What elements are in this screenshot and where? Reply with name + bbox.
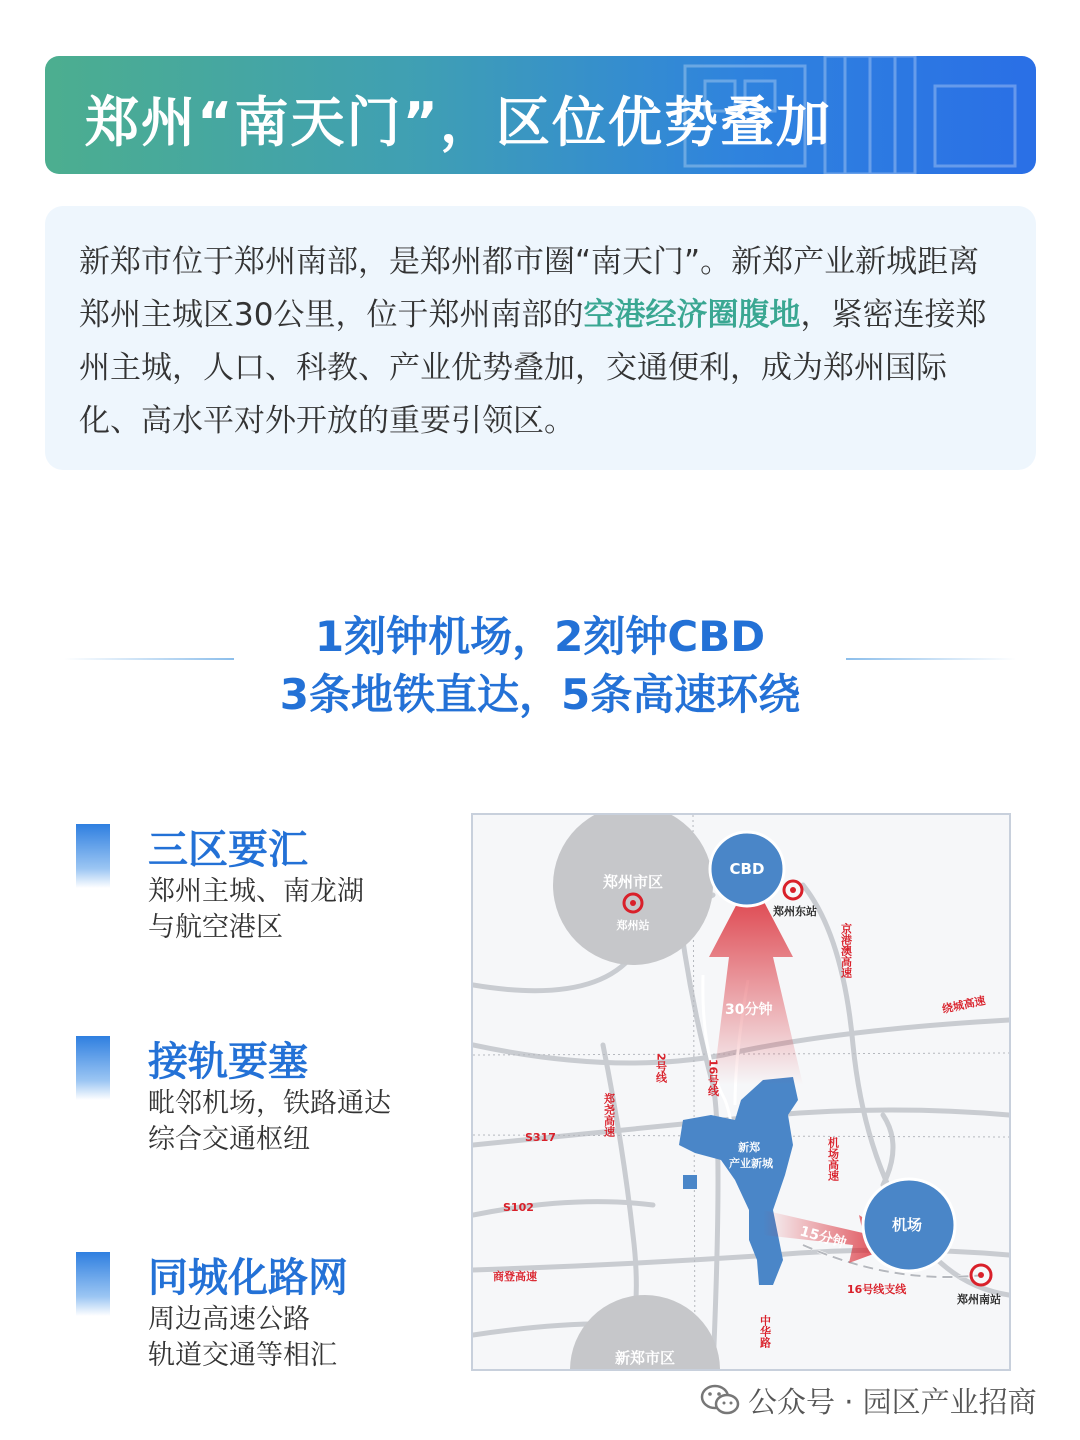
- label-raocheng-expressway: 绕城高速: [940, 994, 987, 1016]
- district-fragment: [683, 1175, 697, 1189]
- label-zhengzhou-south-station: 郑州南站: [957, 1293, 1001, 1306]
- feature-accent-bar: [76, 1252, 110, 1316]
- label-line: 产业新城: [729, 1157, 773, 1170]
- label-time-airport: 15分钟: [797, 1223, 848, 1252]
- railway-station-icon: [971, 1265, 991, 1285]
- label-line16-branch: 16号线支线: [847, 1283, 907, 1296]
- map-canvas: [473, 815, 1009, 1369]
- feature-line: 轨道交通等相汇: [148, 1340, 337, 1371]
- label-s317: S317: [525, 1131, 556, 1144]
- title-banner: [45, 56, 1036, 174]
- location-map: [471, 813, 1011, 1371]
- wechat-icon: [700, 1383, 740, 1417]
- watermark-text: 公众号 · 园区产业招商: [748, 1384, 1037, 1419]
- label-metro-line-2: 2号线: [654, 1053, 668, 1083]
- feature-line: 与航空港区: [148, 912, 283, 943]
- label-line: 新郑: [738, 1141, 761, 1154]
- label-nandeng-expressway: 商登高速: [493, 1270, 537, 1283]
- feature-description: [148, 1086, 391, 1158]
- feature-title: 同城化路网: [148, 1255, 348, 1301]
- label-s102: S102: [503, 1201, 534, 1214]
- label-jinggang-expressway: 京港澳高速: [839, 923, 853, 978]
- label-zhengzhou-city: 郑州市区: [602, 873, 664, 891]
- intro-card: [45, 206, 1036, 470]
- feature-accent-bar: [76, 824, 110, 888]
- label-metro-line-16: 16号线: [706, 1059, 720, 1097]
- intro-text-after: ，紧密连接郑州主城，人口、科教、产业优势叠加，交通便利，成为郑州国际化、高水平对外开放的重要引领区。: [79, 297, 987, 439]
- feature-description: [148, 1302, 337, 1374]
- label-zhonghua-road: 中华路: [758, 1315, 772, 1348]
- watermark: [700, 1378, 1037, 1422]
- label-zhengyao-expressway: 郑尧高速: [602, 1093, 616, 1137]
- label-zhengzhou-east-station: 郑州东站: [773, 905, 817, 918]
- feature-accent-bar: [76, 1036, 110, 1100]
- feature-description: [148, 874, 364, 946]
- label-airport: 机场: [891, 1216, 923, 1234]
- feature-line: 毗邻机场，铁路通达: [148, 1088, 391, 1119]
- feature-title: 接轨要塞: [148, 1039, 308, 1085]
- banner-title: 郑州“南天门”，区位优势叠加: [85, 91, 832, 154]
- intro-paragraph: [79, 236, 1002, 448]
- label-xinzheng-city: 新郑市区: [614, 1349, 676, 1367]
- label-airport-expressway: 机场高速: [826, 1137, 840, 1181]
- intro-highlight: 空港经济圈腹地: [583, 297, 801, 333]
- label-cbd: CBD: [729, 860, 765, 878]
- label-time-cbd: 30分钟: [725, 1002, 773, 1018]
- headline-line-1: 1刻钟机场，2刻钟CBD: [314, 612, 766, 661]
- label-zhengzhou-station: 郑州站: [616, 919, 650, 932]
- feature-line: 综合交通枢纽: [148, 1124, 310, 1155]
- feature-line: 周边高速公路: [148, 1304, 310, 1335]
- feature-line: 郑州主城、南龙湖: [148, 876, 364, 907]
- intro-text-before: 新郑市位于郑州南部，是郑州都市圈“南天门”。新郑产业新城距离郑州主城区30公里，位于郑州南部的: [79, 244, 980, 333]
- headline-line-2: 3条地铁直达，5条高速环绕: [279, 670, 801, 719]
- feature-title: 三区要汇: [148, 827, 308, 873]
- railway-station-icon: [784, 881, 802, 899]
